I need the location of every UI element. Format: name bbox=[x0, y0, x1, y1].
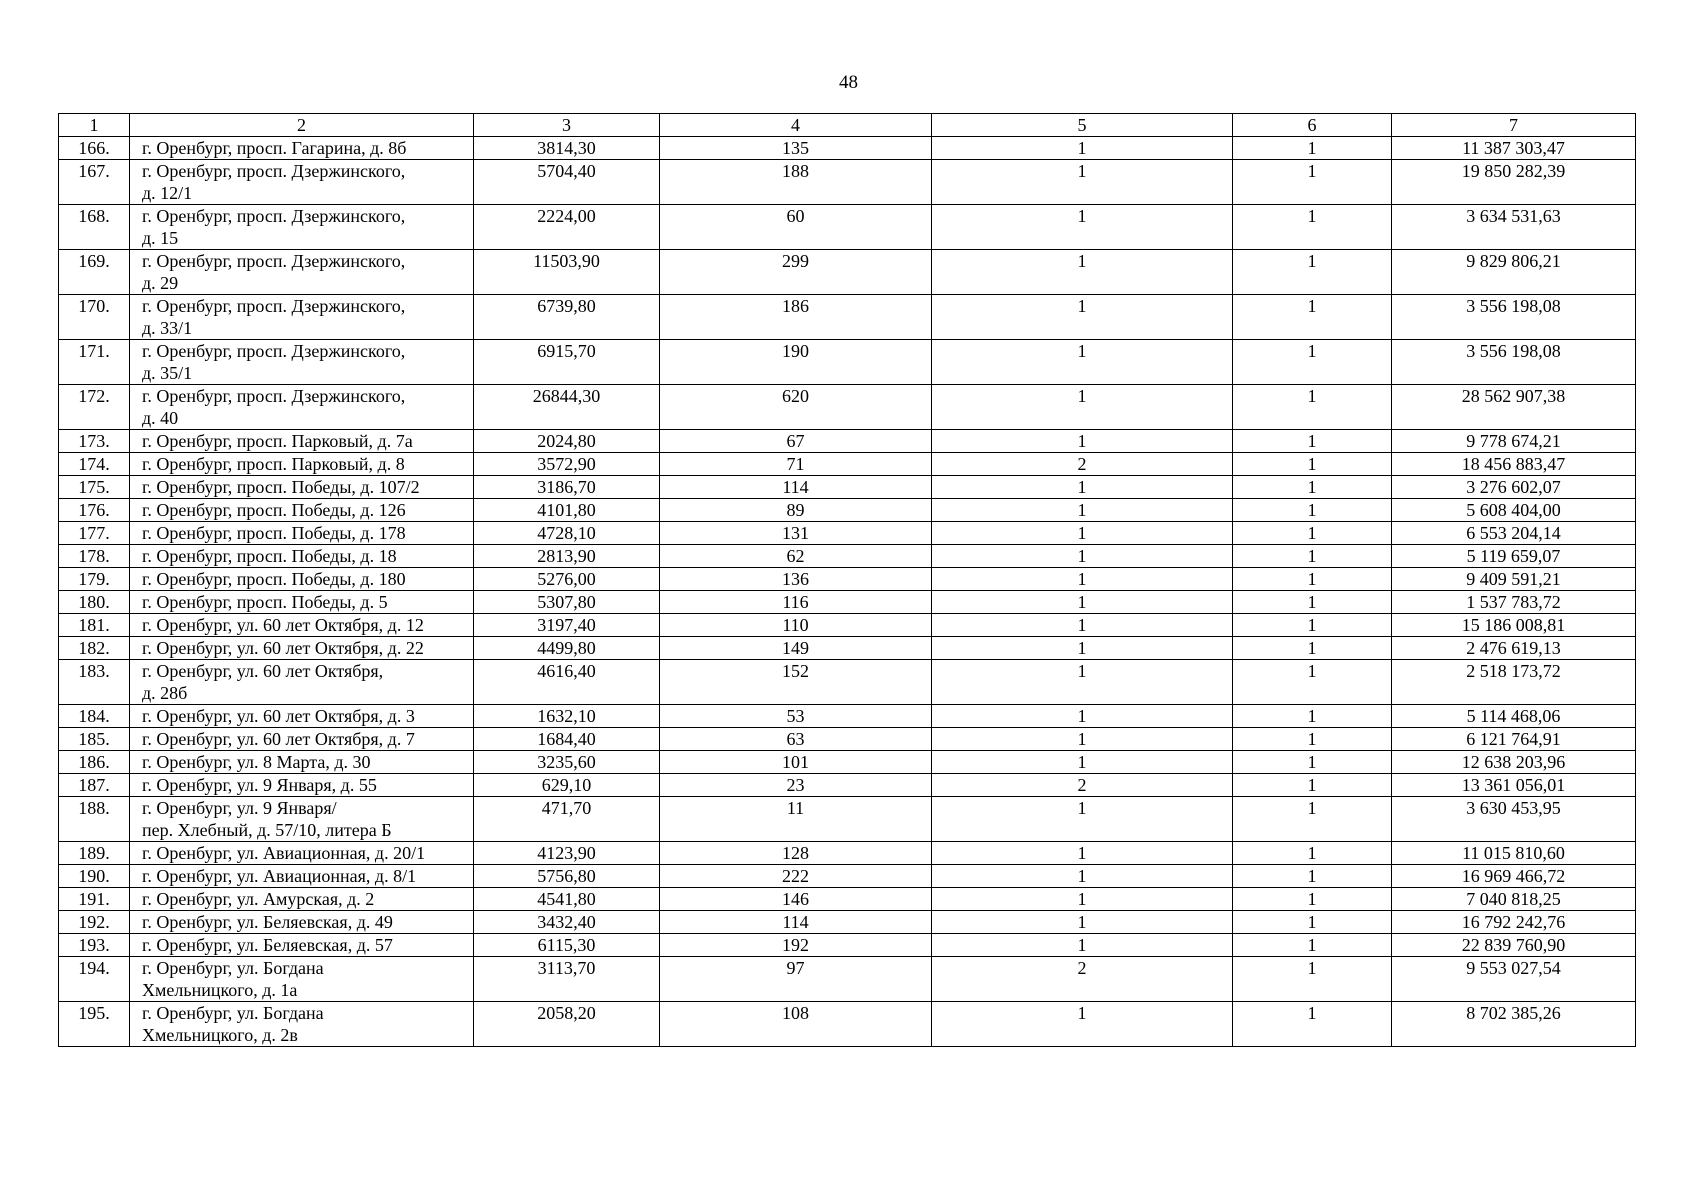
col4-cell: 299 bbox=[660, 250, 932, 295]
area-cell: 6115,30 bbox=[474, 934, 660, 957]
amount-cell: 3 276 602,07 bbox=[1392, 476, 1636, 499]
row-number-cell: 176. bbox=[59, 499, 130, 522]
col4-cell: 53 bbox=[660, 705, 932, 728]
col5-cell: 1 bbox=[932, 430, 1233, 453]
amount-cell: 1 537 783,72 bbox=[1392, 591, 1636, 614]
row-number-cell: 185. bbox=[59, 728, 130, 751]
address-cell bbox=[130, 751, 474, 774]
table-row bbox=[59, 660, 1636, 705]
col6-cell: 1 bbox=[1233, 865, 1392, 888]
area-cell: 4101,80 bbox=[474, 499, 660, 522]
table-row bbox=[59, 865, 1636, 888]
col6-cell: 1 bbox=[1233, 614, 1392, 637]
area-cell: 26844,30 bbox=[474, 385, 660, 430]
address-line: г. Оренбург, ул. Авиационная, д. 20/1 bbox=[142, 843, 426, 863]
page-number: 48 bbox=[839, 72, 858, 93]
col5-cell: 1 bbox=[932, 340, 1233, 385]
col6-cell: 1 bbox=[1233, 591, 1392, 614]
area-cell: 4123,90 bbox=[474, 842, 660, 865]
address-cell bbox=[130, 774, 474, 797]
col5-cell: 1 bbox=[932, 728, 1233, 751]
area-cell: 4541,80 bbox=[474, 888, 660, 911]
col5-cell: 1 bbox=[932, 160, 1233, 205]
area-cell: 3113,70 bbox=[474, 957, 660, 1002]
amount-cell: 5 119 659,07 bbox=[1392, 545, 1636, 568]
area-cell: 3432,40 bbox=[474, 911, 660, 934]
amount-cell: 7 040 818,25 bbox=[1392, 888, 1636, 911]
amount-cell: 3 634 531,63 bbox=[1392, 205, 1636, 250]
col4-cell: 149 bbox=[660, 637, 932, 660]
amount-cell: 19 850 282,39 bbox=[1392, 160, 1636, 205]
col4-cell: 89 bbox=[660, 499, 932, 522]
area-cell: 6915,70 bbox=[474, 340, 660, 385]
area-cell: 629,10 bbox=[474, 774, 660, 797]
area-cell: 11503,90 bbox=[474, 250, 660, 295]
col5-cell: 1 bbox=[932, 797, 1233, 842]
address-line: д. 35/1 bbox=[142, 363, 193, 383]
table-row bbox=[59, 205, 1636, 250]
amount-cell: 9 409 591,21 bbox=[1392, 568, 1636, 591]
col6-cell: 1 bbox=[1233, 545, 1392, 568]
amount-cell: 16 792 242,76 bbox=[1392, 911, 1636, 934]
col4-cell: 222 bbox=[660, 865, 932, 888]
address-line: г. Оренбург, ул. 8 Марта, д. 30 bbox=[142, 752, 371, 772]
table-row bbox=[59, 728, 1636, 751]
col4-cell: 63 bbox=[660, 728, 932, 751]
address-cell bbox=[130, 1002, 474, 1047]
address-line: д. 15 bbox=[142, 228, 179, 248]
row-number-cell: 193. bbox=[59, 934, 130, 957]
row-number-cell: 168. bbox=[59, 205, 130, 250]
address-line: д. 40 bbox=[142, 408, 179, 428]
col5-cell: 1 bbox=[932, 499, 1233, 522]
address-cell bbox=[130, 137, 474, 160]
table-row bbox=[59, 295, 1636, 340]
col4-cell: 190 bbox=[660, 340, 932, 385]
col5-cell: 1 bbox=[932, 1002, 1233, 1047]
row-number-cell: 167. bbox=[59, 160, 130, 205]
table-row bbox=[59, 797, 1636, 842]
col6-cell: 1 bbox=[1233, 476, 1392, 499]
address-line: г. Оренбург, просп. Победы, д. 126 bbox=[142, 500, 406, 520]
area-cell: 3235,60 bbox=[474, 751, 660, 774]
col6-cell: 1 bbox=[1233, 934, 1392, 957]
column-header: 4 bbox=[660, 114, 932, 137]
row-number-cell: 184. bbox=[59, 705, 130, 728]
amount-cell: 9 778 674,21 bbox=[1392, 430, 1636, 453]
area-cell: 471,70 bbox=[474, 797, 660, 842]
col5-cell: 2 bbox=[932, 453, 1233, 476]
address-cell bbox=[130, 591, 474, 614]
address-cell bbox=[130, 865, 474, 888]
table-row bbox=[59, 751, 1636, 774]
row-number-cell: 183. bbox=[59, 660, 130, 705]
col5-cell: 1 bbox=[932, 522, 1233, 545]
address-line: г. Оренбург, просп. Дзержинского, bbox=[142, 296, 406, 316]
address-line: Хмельницкого, д. 2в bbox=[142, 1025, 298, 1045]
col6-cell: 1 bbox=[1233, 842, 1392, 865]
address-cell bbox=[130, 340, 474, 385]
table-row bbox=[59, 911, 1636, 934]
col5-cell: 1 bbox=[932, 911, 1233, 934]
col6-cell: 1 bbox=[1233, 205, 1392, 250]
col6-cell: 1 bbox=[1233, 137, 1392, 160]
col6-cell: 1 bbox=[1233, 522, 1392, 545]
address-cell bbox=[130, 728, 474, 751]
address-line: г. Оренбург, ул. 60 лет Октября, д. 22 bbox=[142, 638, 424, 658]
area-cell: 3186,70 bbox=[474, 476, 660, 499]
row-number-cell: 191. bbox=[59, 888, 130, 911]
row-number-cell: 174. bbox=[59, 453, 130, 476]
address-line: г. Оренбург, ул. Богдана bbox=[142, 1003, 324, 1023]
col6-cell: 1 bbox=[1233, 705, 1392, 728]
row-number-cell: 194. bbox=[59, 957, 130, 1002]
address-line: г. Оренбург, просп. Парковый, д. 8 bbox=[142, 454, 405, 474]
col4-cell: 60 bbox=[660, 205, 932, 250]
table-row bbox=[59, 888, 1636, 911]
row-number-cell: 186. bbox=[59, 751, 130, 774]
col6-cell: 1 bbox=[1233, 751, 1392, 774]
area-cell: 5704,40 bbox=[474, 160, 660, 205]
area-cell: 4616,40 bbox=[474, 660, 660, 705]
table-row bbox=[59, 137, 1636, 160]
col5-cell: 1 bbox=[932, 842, 1233, 865]
address-cell bbox=[130, 160, 474, 205]
address-cell bbox=[130, 453, 474, 476]
table-row bbox=[59, 637, 1636, 660]
col4-cell: 108 bbox=[660, 1002, 932, 1047]
row-number-cell: 175. bbox=[59, 476, 130, 499]
address-cell bbox=[130, 911, 474, 934]
col5-cell: 1 bbox=[932, 865, 1233, 888]
col4-cell: 146 bbox=[660, 888, 932, 911]
col5-cell: 1 bbox=[932, 295, 1233, 340]
col5-cell: 2 bbox=[932, 957, 1233, 1002]
col6-cell: 1 bbox=[1233, 430, 1392, 453]
table-row bbox=[59, 385, 1636, 430]
address-line: г. Оренбург, просп. Дзержинского, bbox=[142, 341, 406, 361]
col4-cell: 71 bbox=[660, 453, 932, 476]
row-number-cell: 178. bbox=[59, 545, 130, 568]
col4-cell: 11 bbox=[660, 797, 932, 842]
col6-cell: 1 bbox=[1233, 637, 1392, 660]
area-cell: 1632,10 bbox=[474, 705, 660, 728]
col6-cell: 1 bbox=[1233, 911, 1392, 934]
address-cell bbox=[130, 385, 474, 430]
table-row bbox=[59, 522, 1636, 545]
address-line: г. Оренбург, просп. Дзержинского, bbox=[142, 161, 406, 181]
col6-cell: 1 bbox=[1233, 295, 1392, 340]
col4-cell: 97 bbox=[660, 957, 932, 1002]
col5-cell: 1 bbox=[932, 568, 1233, 591]
col4-cell: 128 bbox=[660, 842, 932, 865]
address-line: г. Оренбург, ул. 9 Января, д. 55 bbox=[142, 775, 377, 795]
col6-cell: 1 bbox=[1233, 660, 1392, 705]
col4-cell: 188 bbox=[660, 160, 932, 205]
row-number-cell: 188. bbox=[59, 797, 130, 842]
table-row bbox=[59, 614, 1636, 637]
address-line: г. Оренбург, просп. Гагарина, д. 8б bbox=[142, 138, 407, 158]
address-line: г. Оренбург, просп. Победы, д. 178 bbox=[142, 523, 406, 543]
row-number-cell: 172. bbox=[59, 385, 130, 430]
address-line: г. Оренбург, ул. Беляевская, д. 49 bbox=[142, 912, 393, 932]
table-row bbox=[59, 160, 1636, 205]
table-row bbox=[59, 957, 1636, 1002]
table-row bbox=[59, 934, 1636, 957]
col6-cell: 1 bbox=[1233, 160, 1392, 205]
table-row bbox=[59, 499, 1636, 522]
amount-cell: 12 638 203,96 bbox=[1392, 751, 1636, 774]
address-line: г. Оренбург, ул. Богдана bbox=[142, 958, 324, 978]
address-cell bbox=[130, 660, 474, 705]
amount-cell: 16 969 466,72 bbox=[1392, 865, 1636, 888]
area-cell: 3572,90 bbox=[474, 453, 660, 476]
area-cell: 2224,00 bbox=[474, 205, 660, 250]
table-row bbox=[59, 250, 1636, 295]
amount-cell: 18 456 883,47 bbox=[1392, 453, 1636, 476]
area-cell: 5307,80 bbox=[474, 591, 660, 614]
area-cell: 6739,80 bbox=[474, 295, 660, 340]
address-cell bbox=[130, 934, 474, 957]
col6-cell: 1 bbox=[1233, 774, 1392, 797]
col4-cell: 131 bbox=[660, 522, 932, 545]
address-line: д. 33/1 bbox=[142, 318, 193, 338]
row-number-cell: 195. bbox=[59, 1002, 130, 1047]
address-cell bbox=[130, 499, 474, 522]
table-row bbox=[59, 476, 1636, 499]
area-cell: 2058,20 bbox=[474, 1002, 660, 1047]
col5-cell: 1 bbox=[932, 250, 1233, 295]
table-row bbox=[59, 842, 1636, 865]
table-row bbox=[59, 774, 1636, 797]
row-number-cell: 181. bbox=[59, 614, 130, 637]
address-cell bbox=[130, 205, 474, 250]
col5-cell: 1 bbox=[932, 637, 1233, 660]
address-cell bbox=[130, 430, 474, 453]
address-line: г. Оренбург, ул. Беляевская, д. 57 bbox=[142, 935, 393, 955]
area-cell: 5756,80 bbox=[474, 865, 660, 888]
amount-cell: 28 562 907,38 bbox=[1392, 385, 1636, 430]
amount-cell: 5 114 468,06 bbox=[1392, 705, 1636, 728]
col4-cell: 62 bbox=[660, 545, 932, 568]
column-header: 6 bbox=[1233, 114, 1392, 137]
amount-cell: 22 839 760,90 bbox=[1392, 934, 1636, 957]
col5-cell: 1 bbox=[932, 751, 1233, 774]
column-header: 2 bbox=[130, 114, 474, 137]
address-line: г. Оренбург, просп. Победы, д. 180 bbox=[142, 569, 406, 589]
col5-cell: 1 bbox=[932, 385, 1233, 430]
row-number-cell: 179. bbox=[59, 568, 130, 591]
address-line: г. Оренбург, ул. 60 лет Октября, bbox=[142, 661, 384, 681]
table-row bbox=[59, 453, 1636, 476]
amount-cell: 9 553 027,54 bbox=[1392, 957, 1636, 1002]
amount-cell: 9 829 806,21 bbox=[1392, 250, 1636, 295]
amount-cell: 3 556 198,08 bbox=[1392, 295, 1636, 340]
address-cell bbox=[130, 705, 474, 728]
table-row bbox=[59, 705, 1636, 728]
col6-cell: 1 bbox=[1233, 957, 1392, 1002]
col5-cell: 1 bbox=[932, 591, 1233, 614]
area-cell: 5276,00 bbox=[474, 568, 660, 591]
address-line: д. 28б bbox=[142, 683, 188, 703]
col4-cell: 114 bbox=[660, 476, 932, 499]
col4-cell: 620 bbox=[660, 385, 932, 430]
address-line: г. Оренбург, ул. Авиационная, д. 8/1 bbox=[142, 866, 417, 886]
data-table bbox=[58, 113, 1636, 1047]
col4-cell: 135 bbox=[660, 137, 932, 160]
table-row bbox=[59, 545, 1636, 568]
amount-cell: 2 476 619,13 bbox=[1392, 637, 1636, 660]
col6-cell: 1 bbox=[1233, 888, 1392, 911]
header-row bbox=[59, 114, 1636, 137]
address-line: Хмельницкого, д. 1а bbox=[142, 980, 298, 1000]
area-cell: 1684,40 bbox=[474, 728, 660, 751]
amount-cell: 15 186 008,81 bbox=[1392, 614, 1636, 637]
amount-cell: 6 121 764,91 bbox=[1392, 728, 1636, 751]
area-cell: 4728,10 bbox=[474, 522, 660, 545]
area-cell: 3197,40 bbox=[474, 614, 660, 637]
amount-cell: 6 553 204,14 bbox=[1392, 522, 1636, 545]
column-header: 3 bbox=[474, 114, 660, 137]
col4-cell: 192 bbox=[660, 934, 932, 957]
col4-cell: 116 bbox=[660, 591, 932, 614]
amount-cell: 8 702 385,26 bbox=[1392, 1002, 1636, 1047]
col5-cell: 2 bbox=[932, 774, 1233, 797]
address-line: г. Оренбург, ул. 60 лет Октября, д. 12 bbox=[142, 615, 424, 635]
table-row bbox=[59, 340, 1636, 385]
area-cell: 2024,80 bbox=[474, 430, 660, 453]
table-row bbox=[59, 568, 1636, 591]
address-cell bbox=[130, 842, 474, 865]
col5-cell: 1 bbox=[932, 205, 1233, 250]
col4-cell: 136 bbox=[660, 568, 932, 591]
column-header: 7 bbox=[1392, 114, 1636, 137]
amount-cell: 3 630 453,95 bbox=[1392, 797, 1636, 842]
amount-cell: 11 387 303,47 bbox=[1392, 137, 1636, 160]
col6-cell: 1 bbox=[1233, 453, 1392, 476]
address-cell bbox=[130, 295, 474, 340]
address-line: г. Оренбург, просп. Дзержинского, bbox=[142, 251, 406, 271]
address-cell bbox=[130, 568, 474, 591]
address-line: г. Оренбург, ул. 60 лет Октября, д. 3 bbox=[142, 706, 415, 726]
address-cell bbox=[130, 888, 474, 911]
col4-cell: 152 bbox=[660, 660, 932, 705]
area-cell: 4499,80 bbox=[474, 637, 660, 660]
row-number-cell: 189. bbox=[59, 842, 130, 865]
col4-cell: 23 bbox=[660, 774, 932, 797]
address-line: пер. Хлебный, д. 57/10, литера Б bbox=[142, 820, 392, 840]
row-number-cell: 171. bbox=[59, 340, 130, 385]
address-cell bbox=[130, 957, 474, 1002]
area-cell: 2813,90 bbox=[474, 545, 660, 568]
area-cell: 3814,30 bbox=[474, 137, 660, 160]
amount-cell: 5 608 404,00 bbox=[1392, 499, 1636, 522]
row-number-cell: 192. bbox=[59, 911, 130, 934]
address-cell bbox=[130, 250, 474, 295]
col6-cell: 1 bbox=[1233, 340, 1392, 385]
col6-cell: 1 bbox=[1233, 728, 1392, 751]
col4-cell: 101 bbox=[660, 751, 932, 774]
address-line: г. Оренбург, ул. 60 лет Октября, д. 7 bbox=[142, 729, 415, 749]
address-line: г. Оренбург, просп. Победы, д. 5 bbox=[142, 592, 388, 612]
address-cell bbox=[130, 797, 474, 842]
col4-cell: 186 bbox=[660, 295, 932, 340]
col5-cell: 1 bbox=[932, 660, 1233, 705]
row-number-cell: 182. bbox=[59, 637, 130, 660]
row-number-cell: 170. bbox=[59, 295, 130, 340]
table-body bbox=[59, 137, 1636, 1047]
amount-cell: 11 015 810,60 bbox=[1392, 842, 1636, 865]
row-number-cell: 190. bbox=[59, 865, 130, 888]
col4-cell: 67 bbox=[660, 430, 932, 453]
row-number-cell: 187. bbox=[59, 774, 130, 797]
address-line: г. Оренбург, просп. Дзержинского, bbox=[142, 386, 406, 406]
col6-cell: 1 bbox=[1233, 499, 1392, 522]
column-header: 1 bbox=[59, 114, 130, 137]
address-line: г. Оренбург, просп. Дзержинского, bbox=[142, 206, 406, 226]
amount-cell: 2 518 173,72 bbox=[1392, 660, 1636, 705]
row-number-cell: 173. bbox=[59, 430, 130, 453]
col6-cell: 1 bbox=[1233, 250, 1392, 295]
col6-cell: 1 bbox=[1233, 385, 1392, 430]
address-line: г. Оренбург, просп. Победы, д. 18 bbox=[142, 546, 397, 566]
row-number-cell: 177. bbox=[59, 522, 130, 545]
row-number-cell: 166. bbox=[59, 137, 130, 160]
table-row bbox=[59, 1002, 1636, 1047]
table-row bbox=[59, 430, 1636, 453]
address-cell bbox=[130, 545, 474, 568]
address-cell bbox=[130, 614, 474, 637]
row-number-cell: 169. bbox=[59, 250, 130, 295]
address-cell bbox=[130, 637, 474, 660]
col6-cell: 1 bbox=[1233, 797, 1392, 842]
col4-cell: 114 bbox=[660, 911, 932, 934]
col5-cell: 1 bbox=[932, 614, 1233, 637]
address-line: г. Оренбург, просп. Победы, д. 107/2 bbox=[142, 477, 420, 497]
col4-cell: 110 bbox=[660, 614, 932, 637]
address-line: г. Оренбург, просп. Парковый, д. 7а bbox=[142, 431, 413, 451]
col5-cell: 1 bbox=[932, 934, 1233, 957]
col5-cell: 1 bbox=[932, 137, 1233, 160]
amount-cell: 13 361 056,01 bbox=[1392, 774, 1636, 797]
column-header: 5 bbox=[932, 114, 1233, 137]
col6-cell: 1 bbox=[1233, 1002, 1392, 1047]
address-line: г. Оренбург, ул. 9 Января/ bbox=[142, 798, 337, 818]
col5-cell: 1 bbox=[932, 476, 1233, 499]
col5-cell: 1 bbox=[932, 705, 1233, 728]
table-row bbox=[59, 591, 1636, 614]
address-line: г. Оренбург, ул. Амурская, д. 2 bbox=[142, 889, 375, 909]
address-cell bbox=[130, 522, 474, 545]
col5-cell: 1 bbox=[932, 545, 1233, 568]
address-line: д. 12/1 bbox=[142, 183, 193, 203]
col6-cell: 1 bbox=[1233, 568, 1392, 591]
address-line: д. 29 bbox=[142, 273, 179, 293]
row-number-cell: 180. bbox=[59, 591, 130, 614]
col5-cell: 1 bbox=[932, 888, 1233, 911]
address-cell bbox=[130, 476, 474, 499]
amount-cell: 3 556 198,08 bbox=[1392, 340, 1636, 385]
